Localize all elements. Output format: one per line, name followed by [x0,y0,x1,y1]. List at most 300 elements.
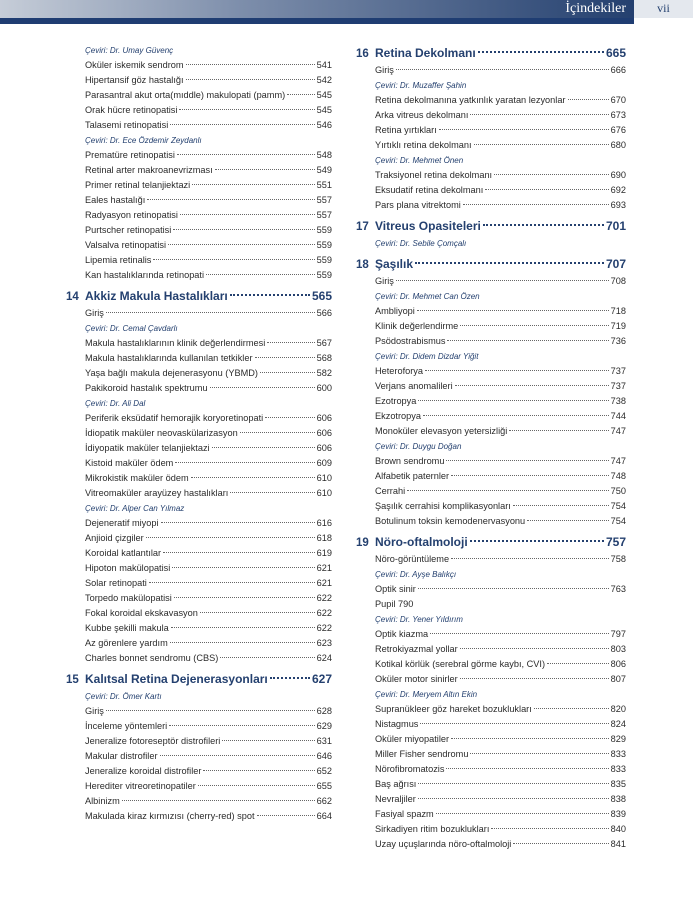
entry-page: 750 [610,486,626,496]
leader-dots [163,552,315,553]
toc-entry[interactable] [66,749,332,764]
toc-entry[interactable] [356,552,626,567]
leader-dots [177,154,315,155]
chapter-number: 14 [66,291,79,303]
toc-entry[interactable] [66,606,332,621]
entry-page: 624 [316,653,332,663]
toc-entry[interactable] [66,163,332,178]
entry-page: 568 [316,353,332,363]
leader-dots [160,755,315,756]
entry-title: Ezotropya [375,396,417,406]
toc-entry[interactable] [66,411,332,426]
entry-page: 737 [610,366,626,376]
toc-entry[interactable] [66,178,332,193]
leader-dots [172,567,314,568]
toc-entry[interactable] [66,794,332,809]
leader-dots [122,800,315,801]
leader-dots [203,770,314,771]
entry-title: Parasantral akut orta(mıddle) makulopati (pamm) [85,90,286,100]
toc-entry[interactable] [66,516,332,531]
translator-credit: Çeviri: Dr. Meryem Altın Ekin [375,690,478,699]
entry-page: 763 [610,584,626,594]
entry-page: 807 [610,674,626,684]
entry-page: 736 [610,336,626,346]
toc-entry[interactable] [66,253,332,268]
entry-title: Arka vitreus dekolmanı [375,110,469,120]
leader-dots [439,129,609,130]
leader-dots [418,400,608,401]
leader-dots [212,447,315,448]
toc-entry[interactable] [66,764,332,779]
leader-dots [174,597,315,598]
leader-dots [146,537,315,538]
toc-entry[interactable] [356,138,626,153]
leader-dots [415,262,604,264]
toc-entry[interactable] [66,193,332,208]
entry-page: 824 [610,719,626,729]
toc-entry[interactable] [66,58,332,73]
leader-dots [396,69,609,70]
entry-page: 600 [316,383,332,393]
entry-title: Retina yırtıkları [375,125,437,135]
leader-dots [191,477,315,478]
entry-title: Pakikoroid hastalık spektrumu [85,383,208,393]
entry-title: Hipoton makülopatisi [85,563,171,573]
toc-entry[interactable] [356,822,626,837]
entry-page: 797 [610,629,626,639]
toc-entry[interactable] [66,471,332,486]
entry-title: Herediter vitreoretinopatiler [85,781,196,791]
leader-dots [153,259,314,260]
chapter-title: Akkiz Makula Hastalıkları [85,289,228,303]
leader-dots [568,99,609,100]
toc-entry[interactable] [66,73,332,88]
entry-page: 692 [610,185,626,195]
toc-column-left [66,43,332,824]
entry-page: 546 [316,120,332,130]
toc-entry[interactable] [356,702,626,717]
entry-title: Oküler iskemik sendrom [85,60,184,70]
page-number: vii [634,0,693,18]
entry-page: 609 [316,458,332,468]
leader-dots [257,815,315,816]
toc-entry[interactable] [356,379,626,394]
leader-dots [420,723,608,724]
leader-dots [106,312,315,313]
leader-dots [173,229,314,230]
toc-entry[interactable] [66,238,332,253]
chapter-page: 757 [605,535,626,549]
entry-page: 629 [316,721,332,731]
leader-dots [230,492,314,493]
translator-credit: Çeviri: Dr. Yener Yıldırım [375,615,463,624]
toc-entry[interactable] [66,456,332,471]
toc-entry[interactable] [356,183,626,198]
chapter-heading[interactable] [66,669,332,689]
toc-entry[interactable] [66,546,332,561]
translator-credit: Çeviri: Dr. Sebile Çomçalı [375,239,467,248]
toc-entry[interactable] [356,762,626,777]
leader-dots [265,417,314,418]
entry-page: 693 [610,200,626,210]
toc-entry[interactable] [356,792,626,807]
leader-dots [168,244,315,245]
leader-dots [210,387,315,388]
chapter-heading[interactable] [356,216,626,236]
toc-entry[interactable] [356,672,626,687]
entry-title: Solar retinopati [85,578,147,588]
toc-entry[interactable] [356,582,626,597]
entry-title: Optik sinir [375,584,416,594]
toc-entry[interactable] [66,441,332,456]
entry-title: Giriş [85,706,104,716]
chapter-heading[interactable] [356,254,626,274]
leader-dots [255,357,315,358]
translator-credit: Çeviri: Dr. Muzaffer Şahin [375,81,467,90]
leader-dots [451,475,609,476]
header-bar [0,0,634,18]
entry-page: 747 [610,456,626,466]
entry-title: Nevraljiler [375,794,416,804]
leader-dots [451,738,609,739]
toc-entry[interactable] [356,454,626,469]
entry-page: 606 [316,443,332,453]
entry-title: Brown sendromu [375,456,445,466]
entry-title: Eales hastalığı [85,195,146,205]
toc-entry[interactable] [356,409,626,424]
entry-title: Oküler motor sinirler [375,674,458,684]
toc-entry[interactable] [356,499,626,514]
toc-entry[interactable] [356,63,626,78]
toc-entry[interactable] [356,807,626,822]
entry-title: Talasemi retinopatisi [85,120,169,130]
entry-title: Koroidal katlantılar [85,548,162,558]
entry-page: 670 [610,95,626,105]
leader-dots [418,588,609,589]
entry-title: Nörofibromatozis [375,764,445,774]
leader-dots [260,372,315,373]
entry-title: Optik kiazma [375,629,429,639]
toc-entry[interactable] [66,118,332,133]
entry-page: 690 [610,170,626,180]
chapter-heading[interactable] [66,286,332,306]
leader-dots [200,612,315,613]
entry-page: 557 [316,210,332,220]
toc-entry[interactable] [66,366,332,381]
toc-entry[interactable] [356,837,626,852]
chapter-page: 707 [605,257,626,271]
toc-entry[interactable] [356,424,626,439]
toc-entry[interactable] [66,704,332,719]
leader-dots [175,462,314,463]
entry-title: Primer retinal telanjiektazi [85,180,191,190]
entry-page: 754 [610,501,626,511]
entry-title: Makulada kiraz kırmızısı (cherry-red) spot [85,811,255,821]
entry-title: Valsalva retinopatisi [85,240,167,250]
toc-entry[interactable] [356,484,626,499]
chapter-page: 701 [605,219,626,233]
leader-dots [491,828,608,829]
leader-dots [463,204,609,205]
entry-title: Verjans anomalileri [375,381,453,391]
toc-entry[interactable] [66,809,332,824]
entry-page: 747 [610,426,626,436]
entry-page: 621 [316,578,332,588]
entry-page: 806 [610,659,626,669]
toc-entry[interactable] [66,381,332,396]
toc-entry[interactable] [66,268,332,283]
entry-title: Şaşılık cerrahisi komplikasyonları [375,501,511,511]
leader-dots [483,224,604,226]
entry-page: 549 [316,165,332,175]
leader-dots [171,627,315,628]
entry-page: 559 [316,255,332,265]
entry-title: Pupil 790 [375,599,414,609]
entry-title: Az görenlere yardım [85,638,168,648]
section-title: İçindekiler [565,1,626,16]
entry-title: Makula hastalıklarında kullanılan tetkikler [85,353,253,363]
chapter-page: 565 [311,289,332,303]
chapter-number: 17 [356,221,369,233]
translator-credit: Çeviri: Dr. Umay Güvenç [85,46,174,55]
toc-entry[interactable] [66,779,332,794]
entry-page: 754 [610,516,626,526]
entry-page: 829 [610,734,626,744]
leader-dots [513,505,609,506]
chapter-page: 665 [605,46,626,60]
entry-title: Traksiyonel retina dekolmanı [375,170,493,180]
entry-title: Fasiyal spazm [375,809,434,819]
entry-title: Giriş [375,276,394,286]
translator-credit: Çeviri: Dr. Alper Can Yılmaz [85,504,185,513]
toc-entry[interactable] [356,469,626,484]
entry-page: 610 [316,473,332,483]
entry-title: Retina dekolmanına yatkınlık yaratan lezyonlar [375,95,566,105]
toc-entry[interactable] [66,88,332,103]
entry-title: Yırtıklı retina dekolmanı [375,140,472,150]
toc-entry[interactable] [66,486,332,501]
entry-page: 623 [316,638,332,648]
leader-dots [460,648,609,649]
entry-page: 545 [316,90,332,100]
entry-page: 606 [316,413,332,423]
leader-dots [547,663,609,664]
leader-dots [147,199,314,200]
toc-entry[interactable] [356,717,626,732]
leader-dots [447,340,608,341]
entry-page: 662 [316,796,332,806]
leader-dots [215,169,315,170]
leader-dots [470,753,608,754]
leader-dots [446,768,608,769]
entry-title: Botulinum toksin kemodenervasyonu [375,516,526,526]
toc-entry[interactable] [66,208,332,223]
leader-dots [513,843,608,844]
toc-entry[interactable] [356,93,626,108]
toc-entry[interactable] [66,719,332,734]
leader-dots [222,740,314,741]
chapter-page: 627 [311,672,332,686]
toc-entry[interactable] [66,621,332,636]
toc-entry[interactable] [356,319,626,334]
toc-entry[interactable] [66,336,332,351]
entry-title: Prematüre retinopatisi [85,150,175,160]
leader-dots [470,540,604,542]
entry-title: Kubbe şekilli makula [85,623,169,633]
entry-title: Kistoid maküler ödem [85,458,174,468]
leader-dots [230,294,310,296]
leader-dots [206,274,315,275]
entry-page: 619 [316,548,332,558]
entry-page: 622 [316,593,332,603]
entry-title: Eksudatif retina dekolmanı [375,185,484,195]
entry-title: Klinik değerlendirme [375,321,459,331]
entry-title: İdiopatik maküler neovaskülarizasyon [85,428,238,438]
chapter-title: Vitreus Opasiteleri [375,219,481,233]
entry-title: Mikrokistik maküler ödem [85,473,189,483]
leader-dots [179,109,314,110]
leader-dots [106,710,315,711]
entry-title: Orak hücre retinopatisi [85,105,178,115]
toc-entry[interactable] [356,304,626,319]
entry-title: Supranükleer göz hareket bozuklukları [375,704,532,714]
entry-title: Psödostrabismus [375,336,446,346]
leader-dots [446,460,608,461]
chapter-heading[interactable] [356,43,626,63]
chapter-number: 16 [356,48,369,60]
entry-page: 840 [610,824,626,834]
entry-title: Cerrahi [375,486,406,496]
toc-entry[interactable] [66,561,332,576]
toc-entry[interactable] [66,351,332,366]
toc-entry[interactable] [356,334,626,349]
toc-entry[interactable] [356,168,626,183]
chapter-number: 15 [66,674,79,686]
entry-page: 839 [610,809,626,819]
entry-page: 542 [316,75,332,85]
toc-entry[interactable] [66,651,332,666]
entry-page: 559 [316,225,332,235]
toc-entry[interactable] [356,642,626,657]
entry-page: 664 [316,811,332,821]
toc-entry[interactable] [66,103,332,118]
entry-title: Nistagmus [375,719,419,729]
entry-page: 567 [316,338,332,348]
chapter-heading[interactable] [356,532,626,552]
leader-dots [451,558,609,559]
toc-entry[interactable] [356,123,626,138]
toc-entry[interactable] [66,531,332,546]
entry-title: Albinizm [85,796,120,806]
entry-title: Periferik eksüdatif hemorajik koryoretinopati [85,413,264,423]
entry-page: 673 [610,110,626,120]
toc-entry[interactable] [66,591,332,606]
entry-title: Baş ağrısı [375,779,417,789]
leader-dots [240,432,315,433]
entry-page: 606 [316,428,332,438]
leader-dots [509,430,608,431]
toc-entry[interactable] [356,657,626,672]
leader-dots [220,657,314,658]
toc-entry[interactable] [66,426,332,441]
translator-credit: Çeviri: Dr. Ayşe Balıkçı [375,570,457,579]
leader-dots [425,370,609,371]
translator-credit: Çeviri: Dr. Ömer Kartı [85,692,162,701]
entry-title: Dejeneratif miyopi [85,518,159,528]
leader-dots [436,813,609,814]
leader-dots [534,708,609,709]
leader-dots [418,798,609,799]
translator-credit: Çeviri: Dr. Cemal Çavdarlı [85,324,178,333]
entry-page: 841 [610,839,626,849]
leader-dots [485,189,608,190]
chapter-title: Kalıtsal Retina Dejenerasyonları [85,672,268,686]
entry-page: 838 [610,794,626,804]
chapter-title: Şaşılık [375,257,414,271]
toc-entry[interactable] [356,597,626,612]
leader-dots [418,783,608,784]
toc-entry[interactable] [66,306,332,321]
entry-page: 621 [316,563,332,573]
entry-title: Charles bonnet sendromu (CBS) [85,653,219,663]
toc-entry[interactable] [356,108,626,123]
entry-title: Makular distrofiler [85,751,158,761]
toc-entry[interactable] [356,364,626,379]
entry-title: Anjioid çizgiler [85,533,144,543]
entry-page: 748 [610,471,626,481]
entry-page: 758 [610,554,626,564]
chapter-title: Nöro-oftalmoloji [375,535,468,549]
entry-page: 680 [610,140,626,150]
entry-page: 559 [316,240,332,250]
entry-page: 631 [316,736,332,746]
toc-entry[interactable] [356,777,626,792]
toc-entry[interactable] [356,274,626,289]
leader-dots [198,785,315,786]
toc-entry[interactable] [66,148,332,163]
translator-credit: Çeviri: Dr. Mehmet Can Özen [375,292,480,301]
leader-dots [186,79,315,80]
toc-entry[interactable] [66,223,332,238]
entry-title: Radyasyon retinopatisi [85,210,178,220]
entry-page: 618 [316,533,332,543]
toc-entry[interactable] [356,747,626,762]
entry-title: Pars plana vitrektomi [375,200,461,210]
toc-entry[interactable] [356,198,626,213]
leader-dots [192,184,314,185]
leader-dots [494,174,609,175]
entry-page: 676 [610,125,626,135]
toc-entry[interactable] [356,394,626,409]
toc-entry[interactable] [356,627,626,642]
toc-entry[interactable] [66,734,332,749]
toc-entry[interactable] [356,514,626,529]
entry-title: Miller Fisher sendromu [375,749,469,759]
entry-title: Makula hastalıklarının klinik değerlendirmesi [85,338,266,348]
translator-credit: Çeviri: Dr. Ece Özdemir Zeydanlı [85,136,202,145]
entry-page: 666 [610,65,626,75]
leader-dots [455,385,609,386]
toc-entry[interactable] [66,636,332,651]
entry-title: Lipemia retinalis [85,255,152,265]
entry-page: 566 [316,308,332,318]
toc-entry[interactable] [66,576,332,591]
translator-credit: Çeviri: Dr. Duygu Doğan [375,442,462,451]
toc-entry[interactable] [356,732,626,747]
leader-dots [417,310,609,311]
entry-page: 610 [316,488,332,498]
chapter-title: Retina Dekolmanı [375,46,476,60]
